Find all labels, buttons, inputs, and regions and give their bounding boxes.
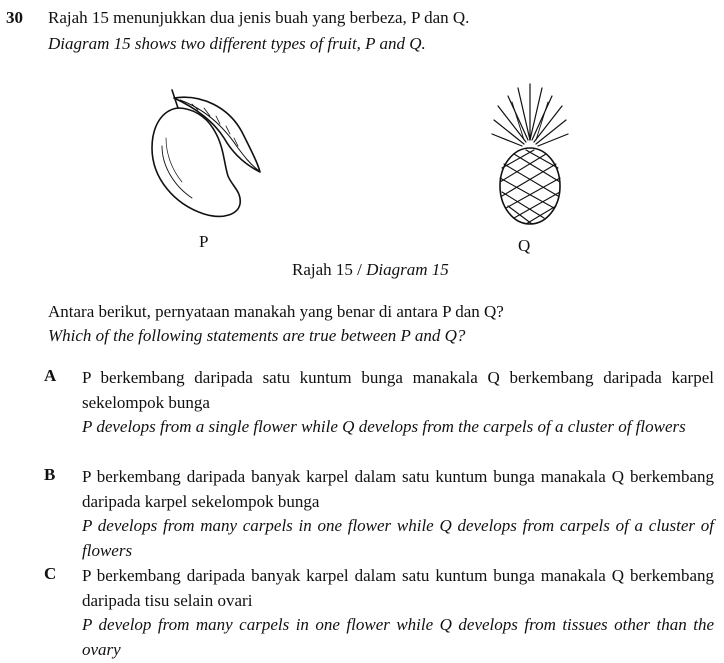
option-text-malay: P berkembang daripada banyak karpel dalam satu kuntum bunga manakala Q berkembang daripada tisu selain ovari xyxy=(82,566,714,610)
option-text-malay: P berkembang daripada banyak karpel dalam satu kuntum bunga manakala Q berkembang daripada karpel sekelompok bunga xyxy=(82,467,714,511)
caption-english: Diagram 15 xyxy=(366,260,449,279)
question-number: 30 xyxy=(6,8,23,27)
option-letter: C xyxy=(44,564,57,583)
prompt-malay: Antara berikut, pernyataan manakah yang benar di antara P dan Q? xyxy=(48,302,504,321)
option-text-english: P develops from a single flower while Q develops from the carpels of a cluster of flowers xyxy=(82,417,686,436)
option-text-malay: P berkembang daripada satu kuntum bunga manakala Q berkembang daripada karpel sekelompok bunga xyxy=(82,368,714,412)
option-text-english: P develops from many carpels in one flower while Q develops from carpels of a cluster of flowers xyxy=(82,516,714,560)
pineapple-fruit-q-illustration xyxy=(488,80,572,228)
question-stem-malay: Rajah 15 menunjukkan dua jenis buah yang berbeza, P dan Q. xyxy=(48,8,470,27)
fruit-p-label: P xyxy=(199,232,209,251)
fruit-q-label: Q xyxy=(518,236,531,255)
diagram-caption xyxy=(292,260,449,280)
mango-fruit-p-illustration xyxy=(140,86,270,226)
option-letter: B xyxy=(44,465,56,484)
prompt-english: Which of the following statements are true between P and Q? xyxy=(48,326,466,345)
option-text-english: P develop from many carpels in one flower while Q develops from tissues other than the ovary xyxy=(82,615,714,659)
question-stem-english: Diagram 15 shows two different types of fruit, P and Q. xyxy=(48,34,426,53)
option-letter: A xyxy=(44,366,57,385)
caption-malay: Rajah 15 / xyxy=(292,260,362,279)
